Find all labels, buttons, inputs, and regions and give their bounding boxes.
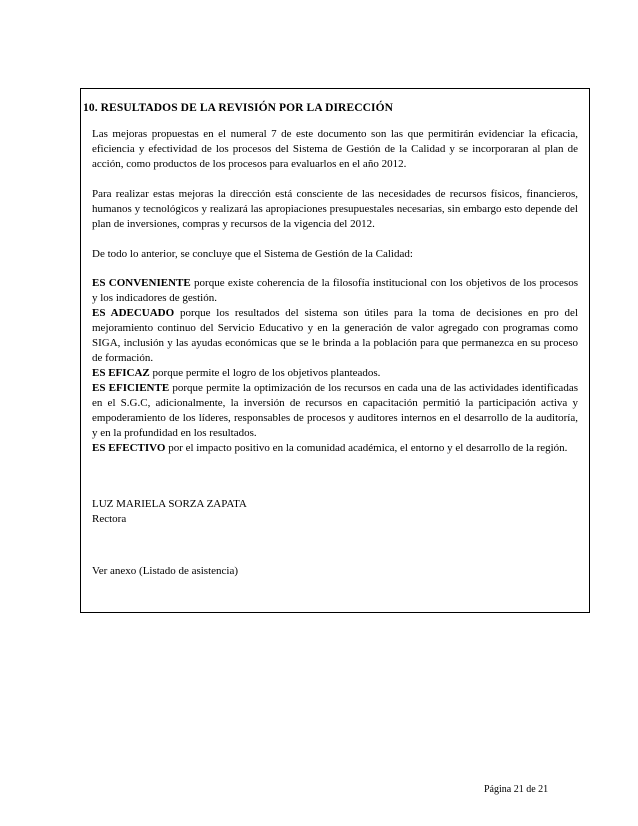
signatory-name: LUZ MARIELA SORZA ZAPATA [92, 498, 247, 510]
page-number: Página 21 de 21 [484, 784, 549, 795]
conclusion-text: porque los resultados del sistema son útiles para la toma de decisiones en pro del mejoramiento continuo del Servicio Educativo y en la generación de valor agregado con programas como SIGA, inclusión y las ayudas económicas que se le brinda a la población para que permanezca en su proceso de formación. [92, 307, 578, 364]
annex-note: Ver anexo (Listado de asistencia) [92, 565, 238, 577]
conclusion-text: porque permite la optimización de los recursos en cada una de las actividades identificadas en el S.G.C, adicionalmente, la inversión de recursos en capacitación permitió la participación activa y empoderamiento de los líderes, responsables de procesos y auditores internos en el desarrollo de la auditoría, y en la profundidad en los resultados. [92, 382, 578, 439]
section-heading: 10. RESULTADOS DE LA REVISIÓN POR LA DIRECCIÓN [83, 102, 394, 114]
conclusion-term: ES ADECUADO [92, 307, 175, 319]
paragraph-improvements: Las mejoras propuestas en el numeral 7 de este documento son las que permitirán evidenciar la eficacia, eficiencia y efectividad de los procesos del Sistema de Gestión de la Calidad y se incorporaran al plan de acción, como productos de los procesos para evaluarlos en el año 2012. [92, 128, 578, 170]
paragraph-conclusion-intro: De todo lo anterior, se concluye que el Sistema de Gestión de la Calidad: [92, 248, 413, 260]
conclusion-term: ES EFICAZ [92, 367, 150, 379]
paragraph-resources: Para realizar estas mejoras la dirección está consciente de las necesidades de recursos físicos, financieros, humanos y tecnológicos y realizará las apropiaciones presupuestales necesarias, sin embargo esto depende del plan de inversiones, compras y recursos de la vigencia del 2012. [92, 188, 578, 230]
signature-block [92, 497, 247, 527]
signatory-role: Rectora [92, 513, 127, 525]
conclusion-eficiente [92, 381, 578, 441]
conclusion-text: porque existe coherencia de la filosofía institucional con los objetivos de los procesos y los indicadores de gestión. [92, 277, 578, 304]
conclusion-text: por el impacto positivo en la comunidad académica, el entorno y el desarrollo de la región. [165, 442, 568, 454]
section-body [92, 127, 578, 456]
conclusion-term: ES CONVENIENTE [92, 277, 191, 289]
conclusion-efectivo [92, 441, 578, 456]
conclusion-conveniente [92, 276, 578, 306]
conclusion-text: porque permite el logro de los objetivos planteados. [149, 367, 381, 379]
conclusion-term: ES EFICIENTE [92, 382, 170, 394]
conclusion-adecuado [92, 306, 578, 366]
conclusion-term: ES EFECTIVO [92, 442, 166, 454]
conclusion-eficaz [92, 366, 578, 381]
